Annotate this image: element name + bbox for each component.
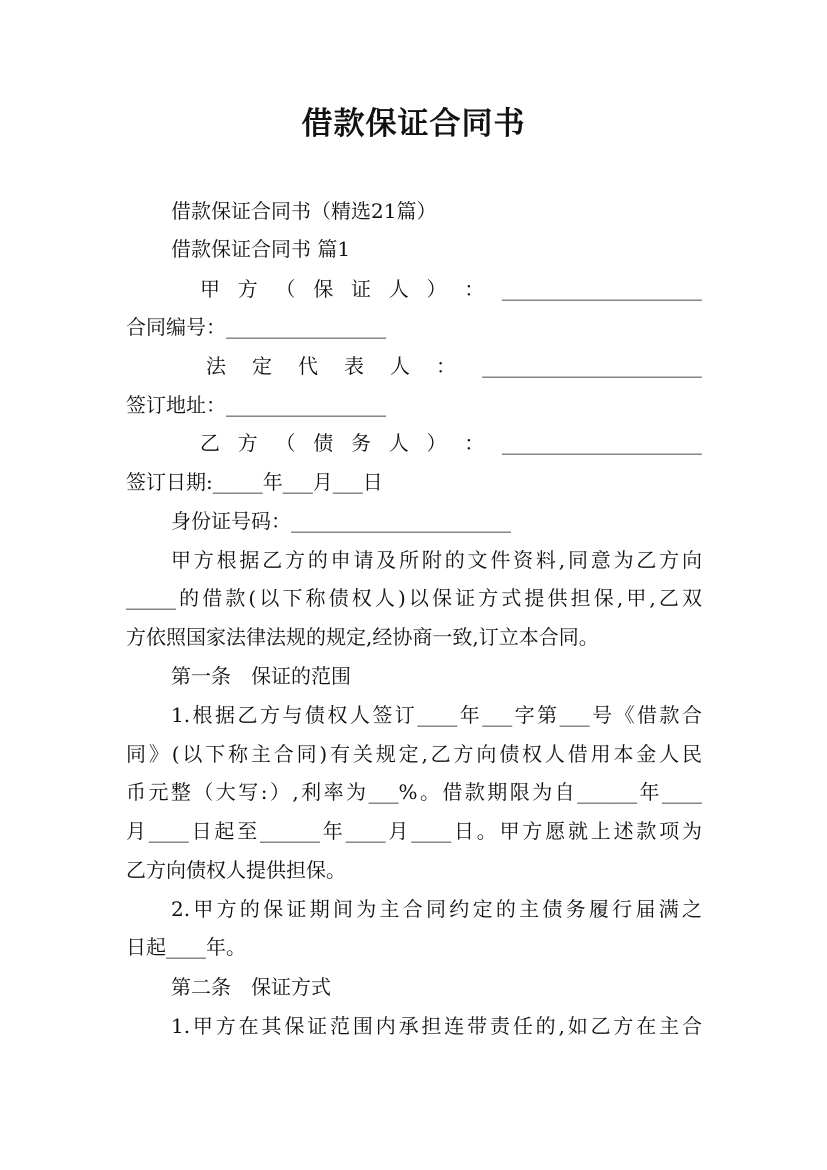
paragraph-line: 1.根据乙方与债权人签订____年___字第___号《借款合 [171,703,702,727]
subtitle-line: 借款保证合同书（精选21篇） [171,199,437,223]
paragraph-line: 同》(以下称主合同)有关规定,乙方向债权人借用本金人民 [126,742,702,766]
article-heading: 第二条 保证方式 [171,975,331,999]
paragraph-line: 币元整（大写:）,利率为___%。借款期限为自______年____ [126,780,702,804]
signing-address-line: 签订地址：________________ [126,393,386,417]
paragraph-line: 方依照国家法律法规的规定,经协商一致,订立本合同。 [126,625,599,649]
legal-representative-line: 法 定 代 表 人 ： ______________________ [206,354,702,378]
id-number-line: 身份证号码：______________________ [171,509,511,533]
paragraph-line: 甲方根据乙方的申请及所附的文件资料,同意为乙方向 [171,548,702,572]
contract-number-line: 合同编号：________________ [126,315,386,339]
paragraph-line: 2.甲方的保证期间为主合同约定的主债务履行届满之 [171,897,702,921]
paragraph-line: 日起____年。 [126,935,246,959]
paragraph-line: 1.甲方在其保证范围内承担连带责任的,如乙方在主合 [171,1014,702,1038]
party-a-line: 甲 方 （ 保 证 人 ） ： ____________________ [200,277,702,301]
paragraph-line: 乙方向债权人提供担保。 [126,858,346,882]
signing-date-line: 签订日期:_____年___月___日 [126,470,383,494]
paragraph-line: 月____日起至______年____月____日。甲方愿就上述款项为 [126,819,702,843]
paragraph-line: _____的借款(以下称债权人)以保证方式提供担保,甲,乙双 [126,586,702,610]
document-title: 借款保证合同书 [301,106,526,142]
section-heading: 借款保证合同书 篇1 [171,237,351,261]
party-b-line: 乙 方 （ 债 务 人 ） ： ____________________ [200,431,702,455]
article-heading: 第一条 保证的范围 [171,664,351,688]
